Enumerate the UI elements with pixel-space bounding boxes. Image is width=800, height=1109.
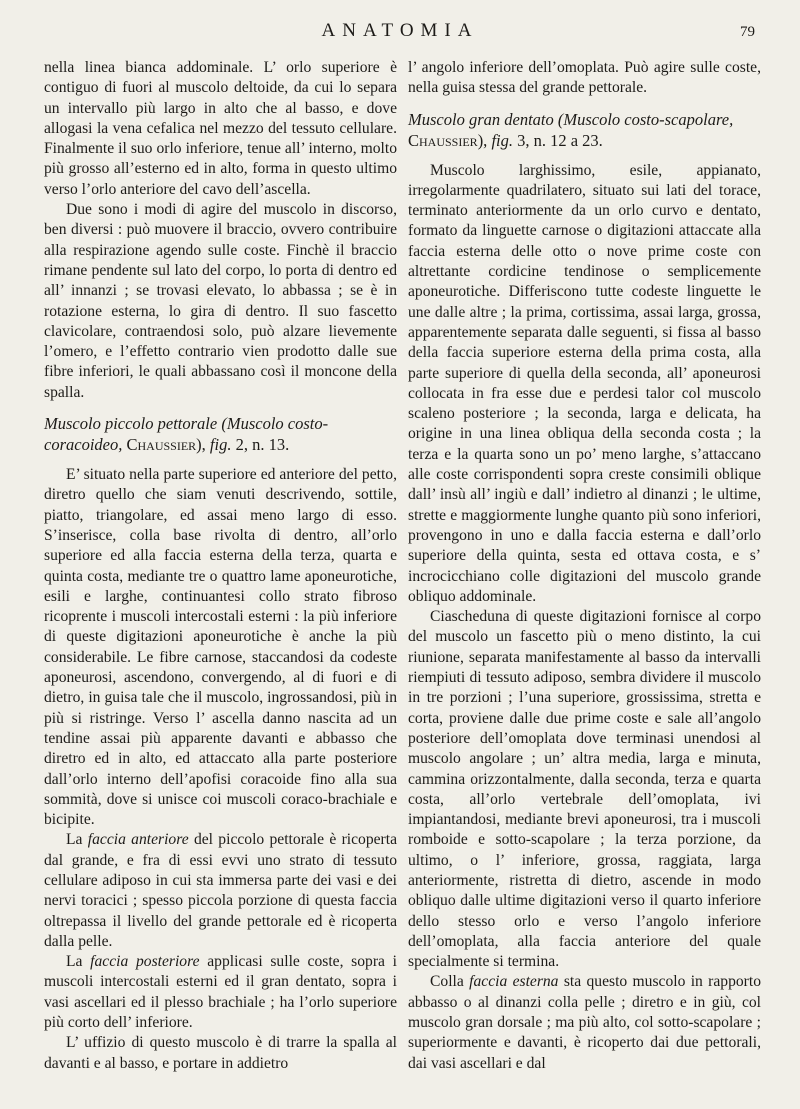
paragraph-lead: La xyxy=(66,831,83,849)
italic-term: faccia esterna xyxy=(469,973,559,991)
paragraph xyxy=(44,830,397,952)
running-header-title: ANATOMIA xyxy=(321,20,479,41)
section-heading: Muscolo piccolo pettorale (Muscolo costo-coracoideo, Chaussier), fig. 2, n. 13. xyxy=(44,414,329,455)
paragraph-lead: Colla xyxy=(430,973,464,991)
heading-fig: fig. xyxy=(209,435,232,455)
paragraph: L’ uffizio di questo muscolo è di trarre la spalla al davanti e al basso, e portare in addietro xyxy=(44,1034,397,1072)
heading-author: Chaussier xyxy=(408,130,478,150)
paragraph xyxy=(44,952,397,1033)
heading-author: Chaussier xyxy=(126,435,197,455)
paragraph: nella linea bianca addominale. L’ orlo superiore è contiguo di fuori al muscolo deltoide, da cui lo separa un intervallo più largo in alto che al basso, e dove allogasi la vena cefalica nel mezzo del tessuto cellulare. Finalmente il suo orlo inferiore, tenue all’ interno, molto più grosso all’esterno ed in alto, forma in questo ultimo verso l’orlo anteriore del cavo dell’ascella. xyxy=(44,59,397,198)
right-column xyxy=(408,58,761,1074)
heading-title: Muscolo piccolo pettorale (Muscolo costo-coracoideo, xyxy=(44,414,329,455)
italic-term: faccia anteriore xyxy=(87,831,189,849)
paragraph xyxy=(408,972,761,1073)
paragraph: l’ angolo inferiore dell’omoplata. Può agire sulle coste, nella guisa stessa del grande pettorale. xyxy=(408,59,761,97)
paragraph-text: del piccolo pettorale è ricoperta dal grande, e fra di essi evvi uno strato di tessuto cellulare adiposo in cui sta immersa parte dei vasi e dei nervi toracici ; spesso piccola porzione di questa faccia oltrepassa il livello del grande pettorale ed è ricoperta dalla pelle. xyxy=(44,831,397,950)
left-column xyxy=(44,58,397,1074)
paragraph: Due sono i modi di agire del muscolo in discorso, ben diversi : può muovere il braccio, ovvero contribuire alla respirazione agendo sulle coste. Finchè il braccio rimane pendente sul lato del corpo, lo porta di dentro ed all’ innanzi ; se trovasi elevato, lo abbassa ; se è in rotazione esterna, lo gira di dentro. Il suo fascetto clavicolare, contraendosi solo, può alzare lievemente l’omero, e l’effetto contrario vien prodotto dalle sue fibre inferiori, le quali abbassano così il moncone della spalla. xyxy=(44,201,397,401)
section-heading: Muscolo gran dentato (Muscolo costo-scapolare, Chaussier), fig. 3, n. 12 a 23. xyxy=(408,109,734,150)
paragraph: Ciascheduna di queste digitazioni fornisce al corpo del muscolo un fascetto più o meno distinto, la cui riunione, separata manifestamente al basso da intervalli riempiuti di tessuto adiposo, sembra dividere il muscolo in tre porzioni ; l’una superiore, grossissima, stretta e corta, proviene dalle due prime coste e sale all’angolo posteriore dell’omoplata dove terminasi unendosi al muscolo angolare ; un’ altra media, larga e minuta, cammina orizzontalmente, dalla seconda, terza e quarta costa, all’orlo vertebrale dell’omoplata, ivi impiantandosi, mediante brevi aponeurosi, tra i muscoli romboide e sotto-scapolare ; la terza porzione, da ultimo, o l’ inferiore, grossa, raggiata, larga anteriormente, ristretta di dietro, ascende in modo obliquo dalle ultime digitazioni verso il quarto inferiore dello stesso orlo e verso l’angolo inferiore dell’omoplata, alla faccia anteriore del quale specialmente si termina. xyxy=(408,608,761,971)
heading-title: Muscolo gran dentato (Muscolo costo-scapolare, xyxy=(408,109,734,129)
paragraph: Muscolo larghissimo, esile, appianato, irregolarmente quadrilatero, situato sui lati del torace, terminato anteriormente da un orlo curvo e dentato, formato da linguette carnose o digitazioni attaccate alla faccia esterna delle otto o nove prime coste con altrettante cordicine tendinose o semplicemente aponeurotiche. Differiscono tutte codeste linguette le une dalle altre ; la prima, cortissima, assai larga, grossa, apparentemente separata dalle seguenti, si fissa al basso della faccia superiore esterna della prima costa, alla parte superiore di quella della seconda, all’ aponeurosi collocata in fra esse due e perdesi talor col muscolo scaleno posteriore ; la seconda, larga e delicata, ha origine in una linea obliqua della seconda costa ; la terza e la quarta sono un po’ meno larghe, s’attaccano alle coste corrispondenti sopra creste consimili oblique dall’ insù all’ ingiù e dall’ indietro al dinanzi ; le ultime, strette e maggiormente lunghe quanto più sono inferiori, provengono in uno e dalla faccia esterna e dall’orlo superiore della quinta, sesta ed ottava costa, e s’ incrocicchiano colle digitazioni del muscolo grande obliquo addominale. xyxy=(408,161,761,605)
italic-term: faccia posteriore xyxy=(90,953,200,971)
paragraph-text: sta questo muscolo in rapporto abbasso o al dinanzi colla pelle ; diretro e in giù, col muscolo gran dorsale ; ma più alto, col sotto-scapolare ; superiormente e davanti, è ricoperto dai due pettorali, dai vasi ascellari e dal xyxy=(408,973,761,1072)
heading-ref: 3, n. 12 a 23. xyxy=(517,130,603,150)
page-number: 79 xyxy=(740,24,755,40)
heading-ref: 2, n. 13. xyxy=(235,435,290,455)
paragraph-text: applicasi sulle coste, sopra i muscoli intercostali esterni ed il gran dentato, sopra i vasi ascellari ed il plesso brachiale ; ha l’orlo superiore più corto dell’ inferiore. xyxy=(44,953,397,1032)
paragraph: E’ situato nella parte superiore ed anteriore del petto, diretro quello che siam venuti descrivendo, sottile, piatto, triangolare, ed assai meno largo di esso. S’inserisce, colla base rivolta di dentro, all’orlo superiore ed alla faccia esterna della terza, quarta e quinta costa, mediante tre o quattro lame aponeurotiche, esili e larghe, continuantesi collo strato fibroso ricoprente i muscoli intercostali esterni : la più inferiore di queste digitazioni aponeurotiche è anche la più considerabile. Le fibre carnose, staccandosi da codeste aponeurosi, ascendono, convergendo, al di fuori e di dietro, in guisa tale che il muscolo, ingrossandosi, più in più si ristringe. Verso l’ ascella danno nascita ad un tendine assai più apparente davanti e abbasso che diretro ed in alto, ed attaccato alla parte posteriore dall’orlo interno dell’apofisi coracoide fino alla sua sommità, dove si unisce coi muscoli coraco-brachiale e bicipite. xyxy=(44,466,397,829)
paragraph-lead: La xyxy=(66,953,83,971)
heading-fig: fig. xyxy=(491,130,513,150)
